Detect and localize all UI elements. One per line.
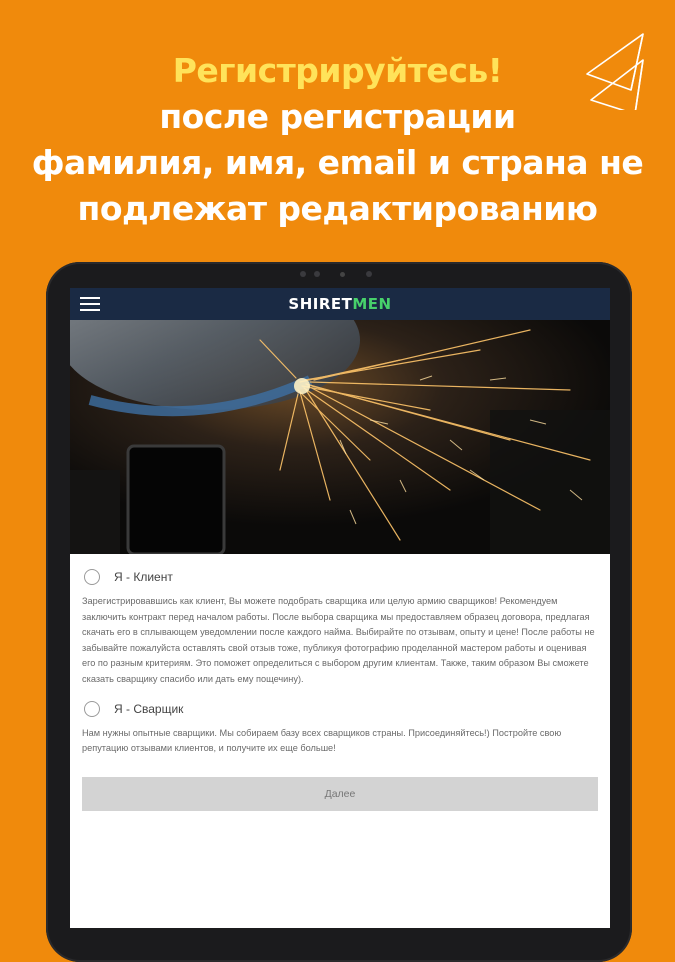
role-label-welder: Я - Сварщик	[114, 701, 184, 716]
role-label-client: Я - Клиент	[114, 570, 173, 584]
menu-icon[interactable]	[80, 297, 100, 311]
role-option-client[interactable]	[82, 560, 598, 594]
welding-sparks-illustration	[70, 320, 610, 554]
headline-line-1: Регистрируйтесь!	[172, 51, 503, 90]
app-screen	[70, 288, 610, 928]
camera-dot	[300, 271, 306, 277]
client-description: Зарегистрировавшись как клиент, Вы можете подобрать сварщика или целую армию сварщиков! Рекомендуем заключить контракт перед началом работы. После выбора сварщика мы предоставляем образец договора, предлагая скачать его в сплывающем уведомлении после каждого найма. Выбирайте по отзывам, опыту и цене! После работы не забывайте пожалуйста оставлять свой отзыв тоже, публикуя фотографию проделанной мастером работы и оценивая его по разным критериям. Это поможет определиться с выбором другим клиентам. Также, таким образом Вы сможете сказать сварщику спасибо или дать ему пощечину).	[82, 596, 595, 684]
radio-welder[interactable]	[84, 701, 100, 717]
welder-description: Нам нужны опытные сварщики. Мы собираем базу всех сварщиков страны. Присоединяйтесь!) Постройте свою репутацию отзывами клиентов, и получите их еще больше!	[82, 727, 562, 754]
brand-logo-part2: MEN	[352, 295, 392, 313]
app-bar	[70, 288, 610, 320]
camera-dot	[366, 271, 372, 277]
next-button[interactable]: Далее	[82, 777, 598, 811]
brand-logo	[288, 295, 391, 313]
camera-dot	[314, 271, 320, 277]
promo-headline	[0, 48, 675, 232]
headline-line-2: после регистрации	[159, 97, 516, 136]
headline-line-3: фамилия, имя, email и страна не	[31, 143, 644, 182]
brand-logo-part1: SHIRET	[288, 295, 353, 313]
camera-dot	[340, 272, 345, 277]
hero-image-welding	[70, 320, 610, 554]
role-option-welder[interactable]	[82, 692, 598, 726]
brand-mark-icon	[583, 30, 647, 110]
headline-line-4: подлежат редактированию	[77, 189, 598, 228]
radio-client[interactable]	[84, 569, 100, 585]
